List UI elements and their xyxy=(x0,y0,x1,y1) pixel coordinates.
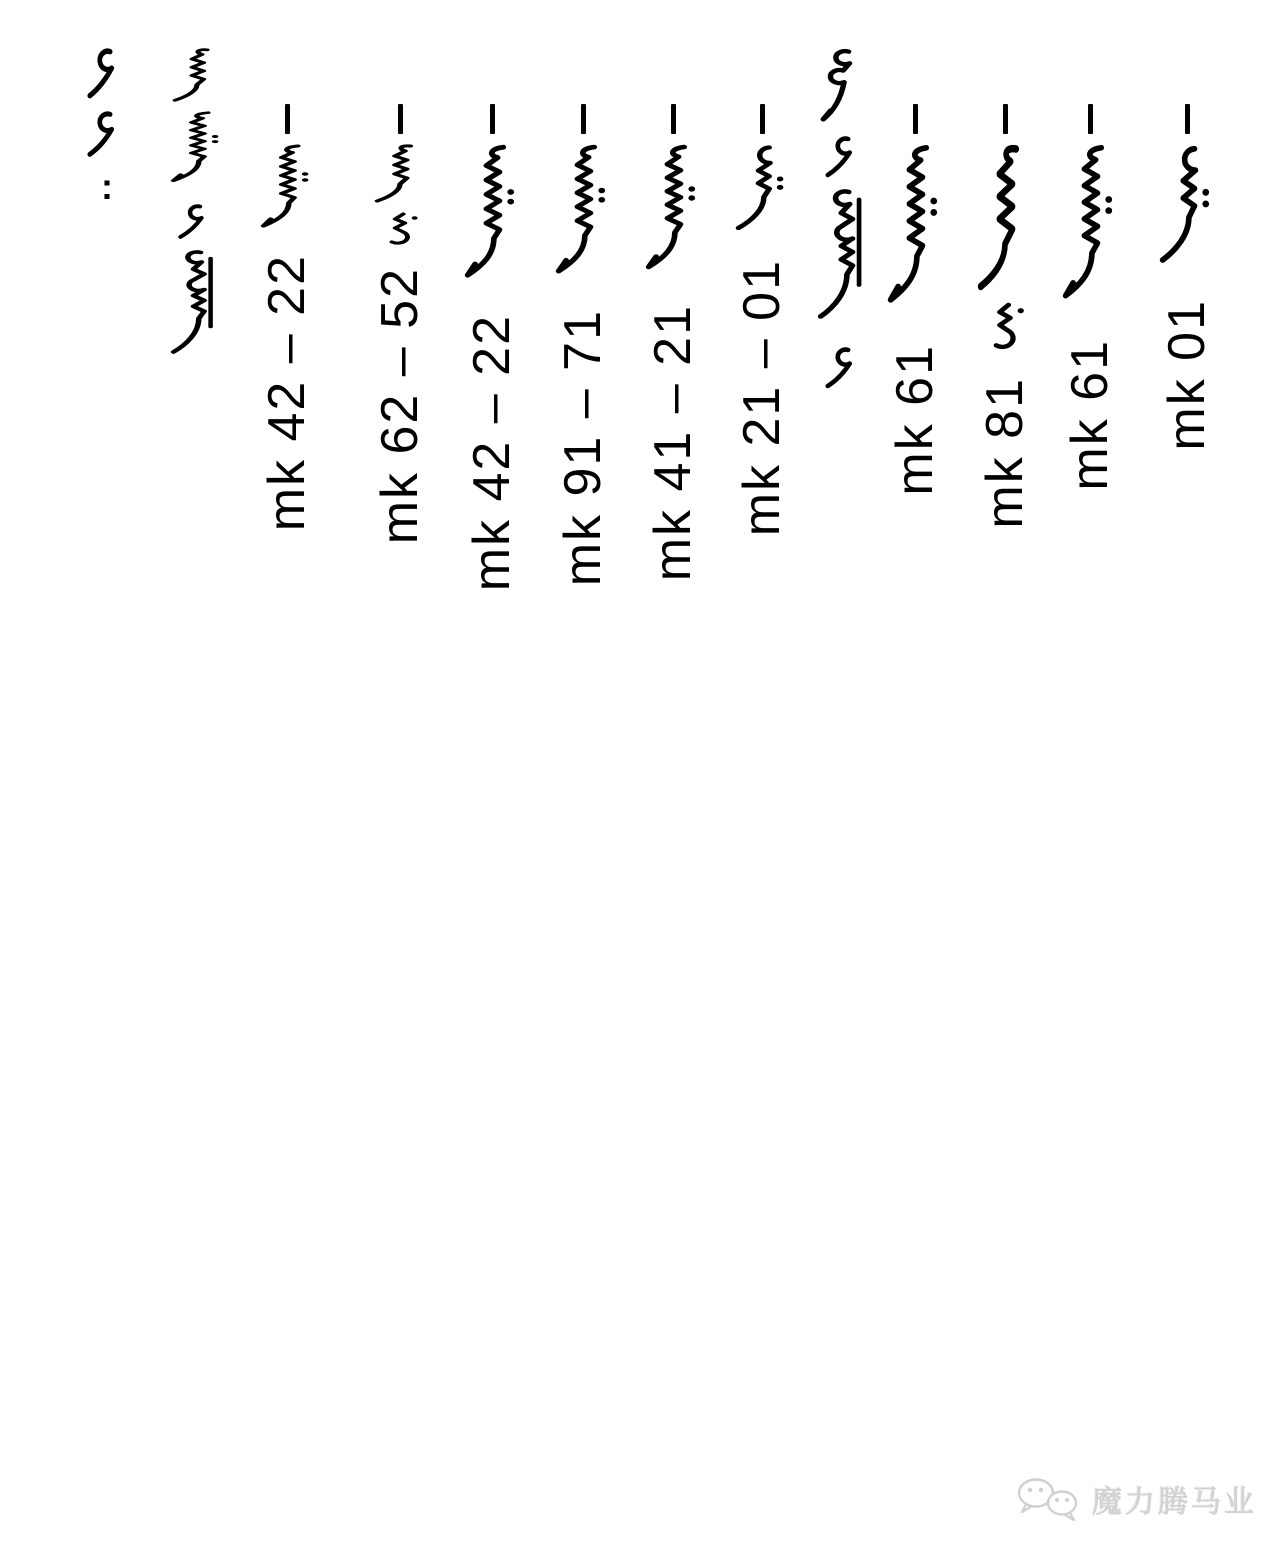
mongol-word-ajirga xyxy=(885,144,945,334)
mongol-header-words xyxy=(815,48,875,392)
list-dash xyxy=(581,104,586,134)
distance-text: mk 62 – 52 xyxy=(370,267,429,545)
watermark-brand-text: 魔力腾马业 xyxy=(1092,1486,1257,1519)
list-dash xyxy=(1088,104,1093,134)
distance-text: mk 42 – 22 xyxy=(257,254,316,532)
section-header xyxy=(813,48,877,392)
list-dash xyxy=(913,104,918,134)
mongol-word-yeke-nasu xyxy=(372,144,428,257)
distance-text: mk 81 xyxy=(975,377,1034,529)
mongol-word-soyugalang xyxy=(462,144,522,304)
distance-text: mk 42 – 22 xyxy=(462,314,521,592)
mongol-word-shudleng xyxy=(1060,144,1120,329)
mongol-word-daaga xyxy=(733,144,791,249)
mongol-word-daaga xyxy=(1157,144,1217,289)
race-line-4 xyxy=(883,104,947,496)
list-dash xyxy=(671,104,676,134)
race-line-10 xyxy=(255,104,319,531)
watermark xyxy=(1012,1476,1257,1522)
list-dash xyxy=(760,104,765,134)
race-line-6 xyxy=(641,104,705,581)
race-line-3 xyxy=(973,104,1037,529)
distance-text: mk 91 – 71 xyxy=(553,309,612,587)
wechat-logo-icon xyxy=(1012,1476,1084,1522)
distance-text: mk 61 xyxy=(885,344,944,496)
race-line-8 xyxy=(460,104,524,591)
list-dash xyxy=(398,104,403,134)
mongol-word-ajirga xyxy=(258,144,316,244)
mongol-word-hijaalang xyxy=(553,144,613,299)
race-line-5 xyxy=(730,104,794,536)
trailing-sentence-part-2 xyxy=(75,48,139,207)
list-dash xyxy=(490,104,495,134)
race-line-7 xyxy=(551,104,615,586)
distance-text: mk 21 – 01 xyxy=(732,259,791,537)
mongol-word-shudleng xyxy=(643,144,703,294)
distance-text: mk 01 xyxy=(1157,299,1216,451)
list-dash xyxy=(1003,104,1008,134)
mongol-sentence-words xyxy=(168,48,226,370)
trailing-sentence-part-1 xyxy=(165,48,229,370)
list-dash xyxy=(1185,104,1190,134)
distance-text: mk 41 – 21 xyxy=(643,304,702,582)
mongol-sentence-words xyxy=(82,48,132,161)
list-dash xyxy=(285,104,290,134)
mongol-word-yeke-nasu xyxy=(975,144,1035,367)
mongolian-colon: : xyxy=(101,166,113,207)
distance-text: mk 61 xyxy=(1060,339,1119,491)
race-line-1 xyxy=(1155,104,1219,451)
race-line-9 xyxy=(368,104,432,544)
race-line-2 xyxy=(1058,104,1122,491)
